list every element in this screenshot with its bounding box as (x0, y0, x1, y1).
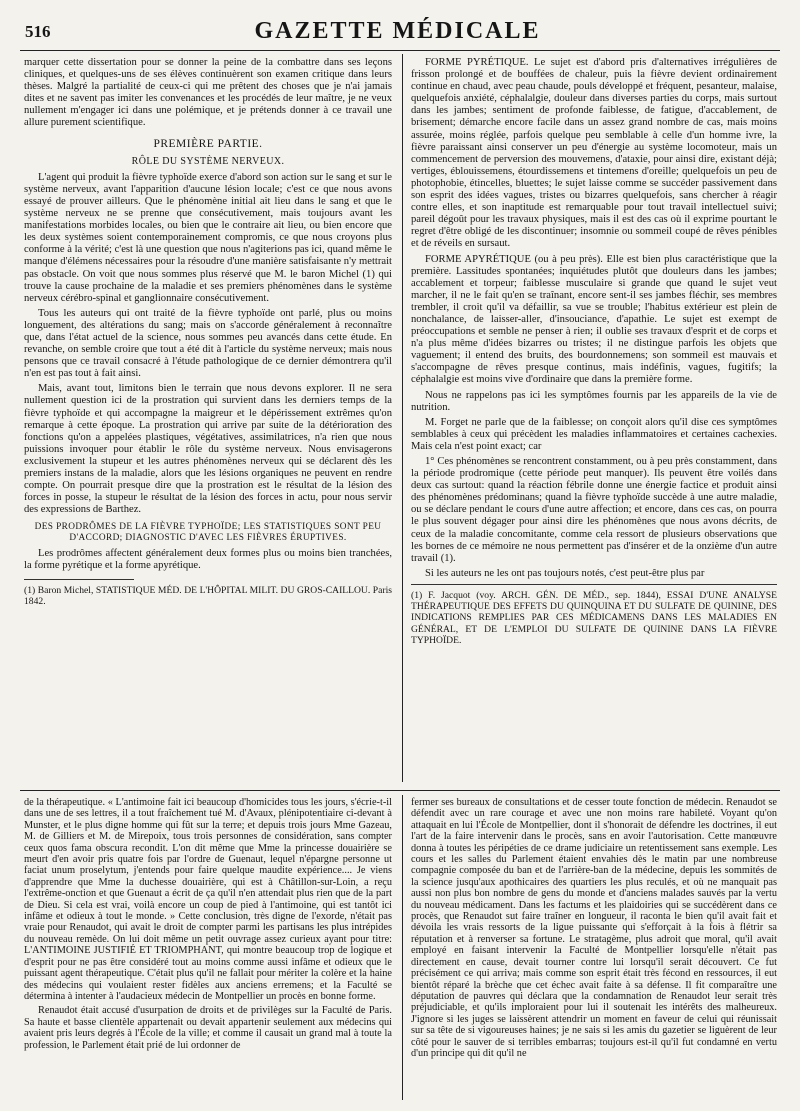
paragraph: Renaudot était accusé d'usurpation de droits et de privilèges sur la Faculté de Paris. Sa haute et basse clientèle appartenait ou devait appartenir seulement aux médecins qui avaient pris leurs degrés à l'École de la ville; et comme il causait un grand mal à toute la profession, le Parlement était prié de lui ordonner de (24, 1005, 392, 1051)
part-heading: PREMIÈRE PARTIE. (153, 137, 263, 150)
page-number: 516 (25, 22, 51, 41)
footnote-rule (24, 579, 134, 580)
paragraph: fermer ses bureaux de consultations et de cesser toute fonction de médecin. Renaudot se défendit avec un rare courage et avec une non moins rare habileté. Voyant qu'on attaquait en lui l'École de Montpellier, dont il s'honorait de défendre les doctrines, il eut l'art de la faire intervenir dans le procès, sans en avoir l'autorisation. Cette manœuvre donna à toutes les péripéties de ce drame judiciaire un retentissement sans exemple. Les cours et les salles du Parlement étaient envahies dès le matin par une nombreuse compagnie composée du ban et de l'arrière-ban de la médecine, depuis les sommités de la science jusqu'aux apothicaires des quartiers les plus reculés, et où ne manquait pas aussi non plus bon nombre de gens du monde et d'anciens malades sauvés par la vertu du nouveau médicament. Dans les factums et les plaidoiries qui se succédèrent dans ce procès, que Renaudot sut faire traîner en longueur, il raconta le bien qu'il avait fait et dévoila les vrais ressorts de la ligue puissante qui s'efforçait à la fois à flétrir sa réputation et à renverser sa fortune. Le stratagème, plus adroit que moral, qu'il avait employé en faisant intervenir la Faculté de Montpellier lorsqu'elle n'était pas directement en cause, devait tourner contre lui lorsqu'il serait découvert. Ce fut précisément ce qui arriva; mais comme son esprit était très fécond en ressources, il eut bientôt réparé la brèche que cet échec avait faite à sa défense. Il fit comparaître une députation de pauvres qui déclara que la condamnation de Renaudot leur serait très préjudiciable, et qu'ils imploraient pour lui il soutenait les intérêts des malheureux. J'ignore si les juges se laissèrent attendrir un moment en faveur de celui qui réunissait sur sa tête de si vigoureuses haines; je ne sais si les amis du gazetier se liguèrent de leur côté pour le sauver de si terribles embarras; toujours est-il qu'il fut condamné en vertu d'un principe qui dit qu'il ne (411, 797, 777, 1059)
column-divider-lower (402, 795, 403, 1100)
lower-right-column (411, 797, 777, 1102)
paragraph: de la thérapeutique. « L'antimoine fait ici beaucoup d'homicides tous les jours, s'écrie-t-il dans une de ses lettres, il a tout fraîchement tué M. d'Avaux, plénipotentiaire ci-devant à Munster, et le plus digne homme qui fût sur la terre; et depuis trois jours Mme Gazeau, M. de Gilliers et M. de Mirepoix, tous trois personnes de considération, sans compter ceux quos fama obscura recondit. L'on dit même que Mme la princesse douairière se meurt d'en avoir pris quatre fois par l'ordre de Guenaut, lequel n'épargne personne ut faciat unum proselytum, j'entends pour faire quelque maudite expérience.... Je viens d'apprendre que Mme la duchesse douairière, qui est à Châtillon-sur-Loin, a reçu l'extrême-onction et que Guenaut a écrit de ça qu'il n'en attendait plus rien que de la part de Dieu. Si cela est vrai, voilà encore un coup de pied à l'antimoine, qui est tantôt ici infâme et odieux à tout le monde. » Cette conclusion, très digne de l'exorde, n'était pas vraie pour Renaudot, qui avait le droit de compter parmi les partisans les plus intrépides du nouveau remède. On lui doit même un petit ouvrage assez curieux ayant pour titre: L'ANTIMOINE JUSTIFIÉ ET TRIOMPHANT, qui montre beaucoup trop de logique et d'esprit pour ne pas être considéré tout au moins comme aussi infâme et odieux que le puissant agent thérapeutique. C'était plus qu'il ne fallait pour mériter la colère et la haine des médecins qui voulaient rester fidèles aux anciens erremens; et la Faculté se détermina à intenter à l'audacieux médecin de Montpellier un procès en bonne forme. (24, 797, 392, 1002)
upper-right-column (411, 57, 777, 785)
footnote: (1) F. Jacquot (voy. ARCH. GÉN. DE MÉD., sep. 1844), ESSAI D'UNE ANALYSE THÉRAPEUTIQUE DES EFFETS DU QUINQUINA ET DU SULFATE DE QUININE, DES INDICATIONS REMPLIES PAR CES MÉDICAMENS DANS LES MALADIES EN GÉNÉRAL, ET DE L'EMPLOI DU SULFATE DE QUININE DANS LA FIÈVRE TYPHOÏDE. (411, 589, 777, 646)
lower-left-column (24, 797, 392, 1102)
paragraph: L'agent qui produit la fièvre typhoïde exerce d'abord son action sur le sang et sur le système nerveux, avant l'apparition d'aucune lésion locale; c'est ce que nous avons essayé de prouver ailleurs. Que le phénomène initial ait lieu dans le sang et que le système nerveux ne se prenne que consécutivement, mais toujours avant les manifestations morbides locales, ou bien que le contraire ait lieu, ou bien encore que les deux systèmes soient contemporainement compromis, ce que nous croyons plus conforme à la vérité; c'est là une question que nous n'agiterions pas ici, quand même le manque d'élémens nécessaires pour la résoudre d'une manière satisfaisante n'y mettrait pas obstacle. On voit que nous sommes plus réservé que M. le baron Michel (1) qui trouve la cause prochaine de la maladie et ses premiers phénomènes dans le système nerveux cérébro-spinal et ganglionnaire consécutivement. (24, 171, 393, 304)
paragraph-forme-pyretique: FORME PYRÉTIQUE. Le sujet est d'abord pris d'alternatives irrégulières de frisson prolongé et de bouffées de chaleur, puis la fièvre devient ordinairement continue en chaud, avec peau chaude, pouls développé et fréquent, pesanteur, malaise, quelquefois anxiété, céphalalgie, douleur dans diverses parties du corps, mais surtout dans les jambes; sentiment de profonde faiblesse, de fatigue, d'accablement, de brisement; démarche encore facile dans un assez grand nombre de cas, mais moins assurée, moins réglée, parfois quelque peu semblable à celle d'un homme ivre, la fièvre paraissant ainsi conserver un peu d'énergie au système locomoteur, mais un commencement de perversion des mouvemens, d'ataxie, pour ainsi dire, existant déjà; vertiges, éblouissemens, étourdissemens et tintemens d'oreille; quelquefois un peu de photophobie, étincelles, bluettes; le sujet laisse comme se succéder passivement dans son esprit des idées vagues, tristes ou bizarres quelquefois, sans chercher à réagir contre elles, et son inaptitude est remarquable pour tout travail intellectuel suivi; pareil dégoût pour les travaux physiques, mais il est des cas où il exprime pourtant le regret d'être obligé de les discontinuer; insomnie ou sommeil coupé de rêves pénibles et de réveils en sursaut. (411, 57, 777, 250)
section-rule (20, 790, 780, 791)
paragraph: Si les auteurs ne les ont pas toujours notés, c'est peut-être plus par (425, 567, 705, 579)
upper-left-column (24, 57, 392, 785)
header-rule (20, 50, 780, 51)
footnote: (1) Baron Michel, STATISTIQUE MÉD. DE L'HÔPITAL MILIT. DU GROS-CAILLOU. Paris 1842. (24, 584, 392, 607)
section-heading-prodromes: DES PRODRÔMES DE LA FIÈVRE TYPHOÏDE; LES STATISTIQUES SONT PEU D'ACCORD; DIAGNOSTIC D'AVEC LES FIÈVRES ÉRUPTIVES. (34, 522, 382, 544)
section-heading-nervous: RÔLE DU SYSTÈME NERVEUX. (131, 155, 285, 167)
footnote-rule (411, 584, 777, 585)
paragraph: M. Forget ne parle que de la faiblesse; on conçoit alors qu'il dise ces symptômes semblables à ceux qui précèdent les maladies inflammatoires et certaines cachexies. Mais cela n'est point exact; car (411, 416, 777, 452)
paragraph: Mais, avant tout, limitons bien le terrain que nous devons explorer. Il ne sera nullement question ici de la prostration qui survient dans les derniers temps de la fièvre typhoïde et qui accompagne la maigreur et le dépérissement extrêmes qu'on remarque à cette époque. La prostration qui arrive par suite de la détérioration des fonctions qu'on a appelées plastiques, végétatives, assimilatrices, n'a rien que nous puissions invoquer pour établir le rôle du système nerveux. Nous envisagerons exclusivement la stupeur et les autres phénomènes nerveux qui se déclarent dès les premiers instans de la maladie, alors que les lésions organiques ne peuvent en rendre compte. On pourrait presque dire que la prostration est le résultat de la lésion des forces in posse, la stupeur le résultat de la lésion des forces in actu, pour nous servir des expressions de Barthez. (24, 383, 392, 516)
column-divider-upper (402, 54, 403, 782)
paragraph: Les prodrômes affectent généralement deux formes plus ou moins bien tranchées, la forme pyrétique et la forme apyrétique. (24, 548, 392, 572)
journal-title: GAZETTE MÉDICALE (254, 18, 541, 44)
intro-paragraph: marquer cette dissertation pour se donner la peine de la combattre dans ses leçons cliniques, et quelques-uns de ses élèves continuèrent son examen critique dans leurs thèses. Malgré la partialité de ceux-ci qui me prêtent des choses que je n'ai jamais dites et ne savent pas imiter les convenances et les procédés de leur maître, je ne veux nullement m'engager ici dans une polémique, et je prétends donner à ce travail une allure purement scientifique. (24, 57, 392, 129)
paragraph-forme-apyretique: FORME APYRÉTIQUE (ou à peu près). Elle est bien plus caractéristique que la première. Lassitudes spontanées; inquiétudes plutôt que douleurs dans les jambes; accablement et torpeur; faiblesse musculaire si grande que quand le sujet veut marcher, il ne le fait qu'en se traînant, encore sent-il ses jambes fléchir, ses membres trembler, il croit qu'il va défaillir, sa vue se trouble; l'habitus extérieur est plein de nonchalance, de laisser-aller, d'insouciance, d'apathie. Le sujet est exempt de préoccupations et semble ne penser à rien; il oublie ses travaux d'esprit et de corps et n'a plus même d'idées bizarres ou tristes; il ne distingue parfois les objets que vaguement; il entend des bruits, des bourdonnemens; son sommeil est mauvais et s'accompagne de rêves presque continus, mais indéfinis, vagues, fugitifs; la céphalalgie est moins vive d'ordinaire que dans la première forme. (411, 253, 777, 386)
paragraph: Nous ne rappelons pas ici les symptômes fournis par les appareils de la vie de nutrition. (411, 389, 777, 413)
page-header (25, 18, 770, 46)
paragraph: 1° Ces phénomènes se rencontrent constamment, ou à peu près constamment, dans la période prodromique (cette période peut manquer). Ils peuvent être voilés dans deux cas surtout: quand la réaction fébrile donne une énergie factice et produit ainsi des phénomènes prédominans; quand la fièvre typhoïde succède à une autre maladie, ou se déclare pendant le cours d'une autre affection; et encore, dans ces cas, on pourra le plus souvent dégager pour ainsi dire les phénomènes que nous avons décrits, de ceux de la maladie concomitante, comme cela ressort de plusieurs observations que les bornes de ce mémoire ne nous permettent pas d'insérer et de la onzième d'un autre travail (1). (411, 456, 777, 564)
paragraph: Tous les auteurs qui ont traité de la fièvre typhoïde ont parlé, plus ou moins longuement, des altérations du sang; mais on s'accorde généralement à reconnaître que, dans l'état actuel de la science, nous sommes peu avancés dans cette étude. En revanche, on semble croire que tout a été dit à l'article du système nerveux; mais nous pensons que ce travail consacré à l'étude pathologique de ce dernier démontrera qu'il n'en est pas tout à fait ainsi. (24, 307, 392, 380)
